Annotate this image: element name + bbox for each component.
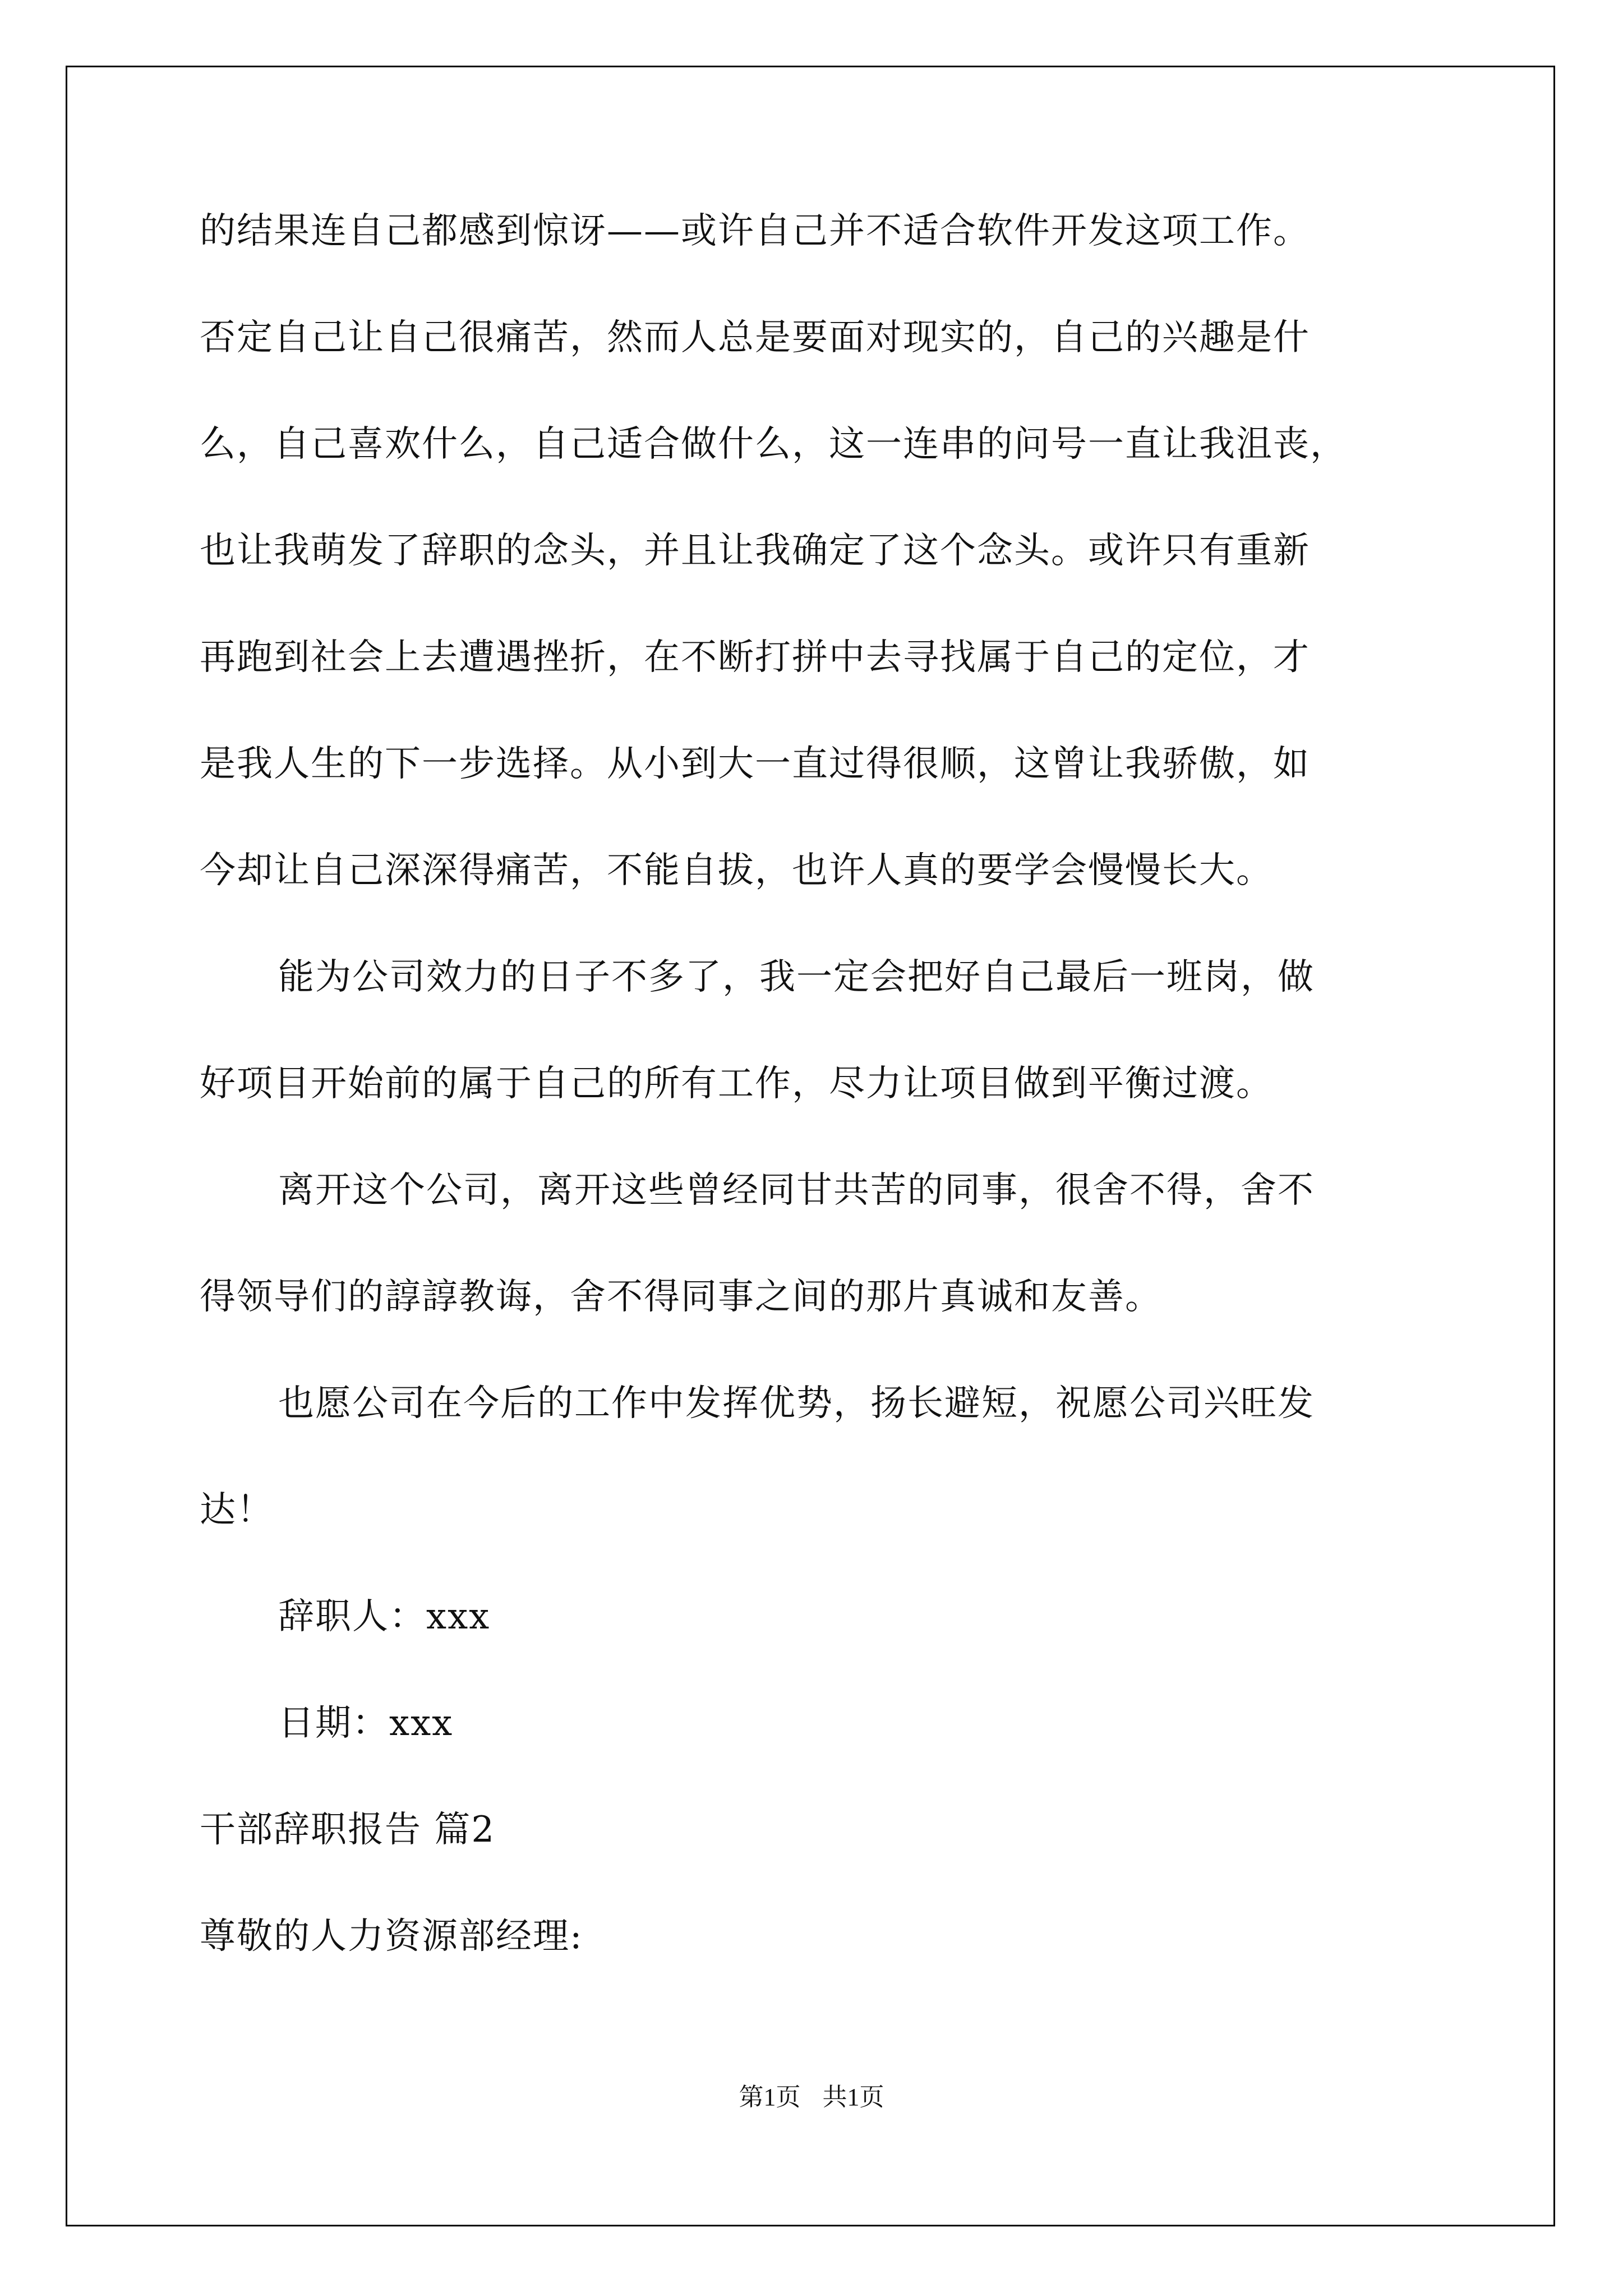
page-footer: [0, 2083, 1623, 2111]
paragraph-line: 今却让自己深深得痛苦，不能自拔，也许人真的要学会慢慢长大。: [200, 850, 1273, 891]
paragraph-line: 是我人生的下一步选择。从小到大一直过得很顺，这曾让我骄傲，如: [200, 743, 1310, 785]
date-line: 日期：xxx: [278, 1703, 454, 1744]
document-body: [200, 210, 1422, 2025]
paragraph-line: 否定自己让自己很痛苦，然而人总是要面对现实的，自己的兴趣是什: [200, 317, 1310, 358]
paragraph-line: 离开这个公司，离开这些曾经同甘共苦的同事，很舍不得，舍不: [278, 1170, 1315, 1211]
paragraph-line: 再跑到社会上去遭遇挫折，在不断打拼中去寻找属于自己的定位，才: [200, 637, 1310, 678]
page-number-current: 第1页: [739, 2083, 801, 2111]
paragraph-line: 得领导们的諄諄教诲，舍不得同事之间的那片真诚和友善。: [200, 1276, 1162, 1318]
paragraph-line: 么，自己喜欢什么，自己适合做什么，这一连串的问号一直让我沮丧，: [200, 424, 1347, 465]
paragraph-line: 的结果连自己都感到惊讶——或许自己并不适合软件开发这项工作。: [200, 210, 1310, 252]
paragraph-line: 也让我萌发了辞职的念头，并且让我确定了这个念头。或许只有重新: [200, 530, 1310, 572]
paragraph-line: 能为公司效力的日子不多了，我一定会把好自己最后一班岗，做: [278, 956, 1315, 998]
paragraph-line: 也愿公司在今后的工作中发挥优势，扬长避短，祝愿公司兴旺发: [278, 1383, 1315, 1424]
page-number-total: 共1页: [822, 2083, 884, 2111]
paragraph-line: 达！: [200, 1489, 274, 1531]
paragraph-line: 好项目开始前的属于自己的所有工作，尽力让项目做到平衡过渡。: [200, 1063, 1273, 1105]
section-heading: 干部辞职报告 篇2: [200, 1809, 496, 1851]
salutation-line: 尊敬的人力资源部经理:: [200, 1916, 583, 1957]
signature-line: 辞职人：xxx: [278, 1596, 491, 1637]
